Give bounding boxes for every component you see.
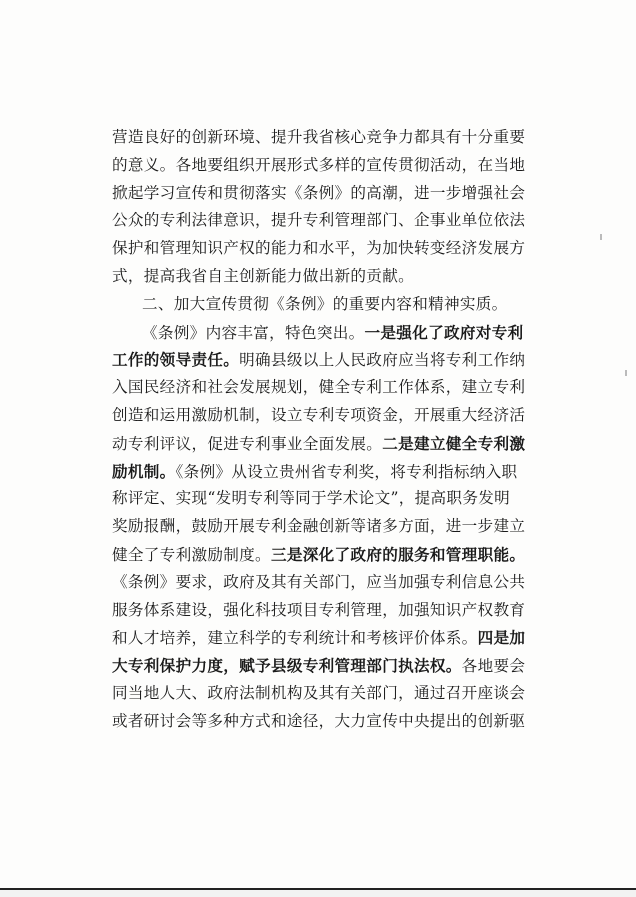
paragraph-line xyxy=(112,402,532,430)
paragraph-line xyxy=(112,569,532,597)
paragraph-line xyxy=(112,597,532,625)
text-run: 动专利评议，促进专利事业全面发展。 xyxy=(112,434,383,453)
paragraph-line xyxy=(112,624,532,652)
bold-text-run: 二是建立健全专利激 xyxy=(382,433,526,453)
text-run: 《条例》内容丰富，特色突出。 xyxy=(142,323,365,342)
text-run: 同当地人大、政府法制机构及其有关部门，通过召开座谈会 xyxy=(112,683,526,702)
paragraph-line xyxy=(112,541,532,569)
paragraph-line xyxy=(112,485,532,513)
paragraph-line xyxy=(112,430,532,458)
text-run: 明确县级以上人民政府应当将专利工作纳 xyxy=(239,351,526,370)
text-run: 式，提高我省自主创新能力做出新的贡献。 xyxy=(112,266,414,285)
paragraph-line xyxy=(112,263,532,291)
text-run: 《条例》从设立贵州省专利奖，将专利指标纳入职 xyxy=(175,462,518,481)
bold-text-run: 四是加 xyxy=(477,628,526,648)
text-run: 称评定、实现“发明专利等同于学术论文”，提高职务发明 xyxy=(112,489,510,508)
text-run: 保护和管理知识产权的能力和水平，为加快转变经济发展方 xyxy=(112,239,526,258)
paragraph-line xyxy=(112,652,532,680)
paragraph-line xyxy=(112,207,532,235)
text-run: 奖励报酬，鼓励开展专利金融创新等诸多方面，进一步建立 xyxy=(112,517,526,536)
text-run: 《条例》要求，政府及其有关部门，应当加强专利信息公共 xyxy=(112,572,526,591)
text-run: 的意义。各地要组织开展形式多样的宣传贯彻活动，在当地 xyxy=(112,155,526,174)
bold-text-run: 大专利保护力度，赋予县级专利管理部门执法权。 xyxy=(112,656,462,676)
bold-text-run: 工作的领导责任。 xyxy=(112,350,240,370)
paragraph-line xyxy=(112,374,532,402)
text-run: 各地要会 xyxy=(461,657,526,676)
section-heading xyxy=(112,291,532,319)
scan-speck xyxy=(600,234,602,240)
text-run: 服务体系建设，强化科技项目专利管理，加强知识产权教育 xyxy=(112,600,526,619)
text-run: 或者研讨会等多种方式和途径，大力宣传中央提出的创新驱 xyxy=(112,711,526,730)
bold-text-run: 三是深化了政府的服务和管理职能。 xyxy=(270,544,526,564)
document-body xyxy=(112,124,532,736)
bold-text-run: 励机制。 xyxy=(112,461,176,481)
paragraph-line xyxy=(112,235,532,263)
text-run: 公众的专利法律意识，提升专利管理部门、企事业单位依法 xyxy=(112,211,526,230)
scan-bottom-strip xyxy=(0,890,636,897)
paragraph-line xyxy=(112,152,532,180)
text-run: 创造和运用激励机制，设立专利专项资金，开展重大经济活 xyxy=(112,405,526,424)
paragraph-line xyxy=(112,346,532,374)
paragraph-line xyxy=(112,513,532,541)
paragraph-line xyxy=(112,680,532,708)
text-run: 入国民经济和社会发展规划，健全专利工作体系，建立专利 xyxy=(112,378,526,397)
text-run: 营造良好的创新环境、提升我省核心竞争力都具有十分重要 xyxy=(112,128,526,146)
paragraph-line xyxy=(112,458,532,486)
paragraph-line xyxy=(112,319,532,347)
paragraph-line xyxy=(112,180,532,208)
text-run: 掀起学习宣传和贯彻落实《条例》的高潮，进一步增强社会 xyxy=(112,183,526,202)
bold-text-run: 一是强化了政府对专利 xyxy=(364,322,524,342)
paragraph-line xyxy=(112,708,532,736)
text-run: 二、加大宣传贯彻《条例》的重要内容和精神实质。 xyxy=(142,294,508,313)
text-run: 健全了专利激励制度。 xyxy=(112,545,271,564)
paragraph-line xyxy=(112,124,532,152)
scan-speck xyxy=(625,370,627,376)
text-run: 和人才培养，建立科学的专利统计和考核评价体系。 xyxy=(112,629,478,648)
